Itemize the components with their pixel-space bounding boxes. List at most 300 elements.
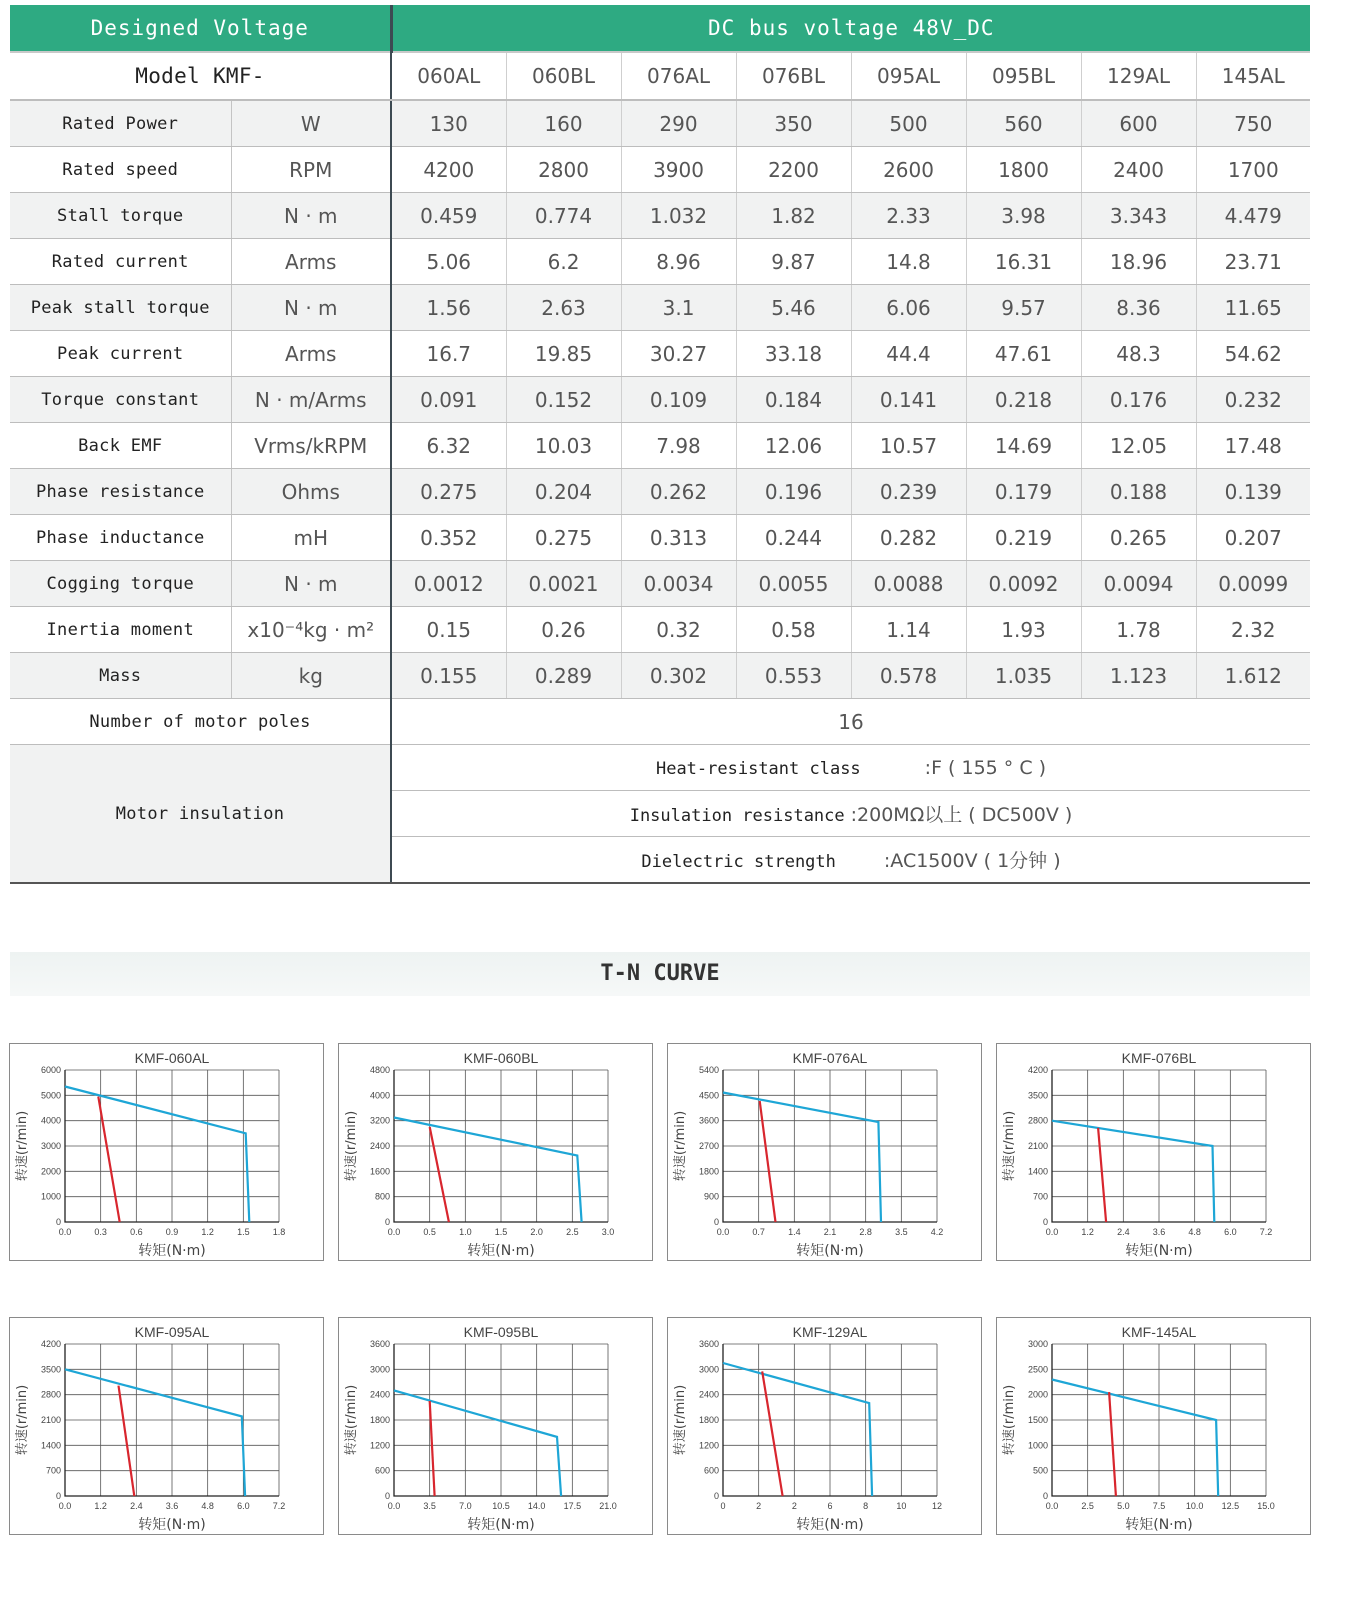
param-value: 30.27 [621,331,736,377]
insulation-key: Insulation resistance [629,806,845,826]
y-tick-label: 2100 [40,1415,61,1425]
poles-row [10,699,1310,745]
param-unit: N · m [231,285,391,331]
x-axis-label: 转矩(N·m) [467,1243,535,1259]
model-name: 095AL [851,52,966,100]
x-tick-label: 6.0 [237,1501,250,1511]
y-tick-label: 2800 [1027,1115,1048,1126]
param-value: 0.265 [1081,515,1196,561]
spec-row [10,653,1310,699]
y-tick-label: 0 [55,1217,61,1227]
param-value: 290 [621,100,736,147]
param-label: Mass [10,653,231,699]
spec-row [10,515,1310,561]
chart-title: KMF-145AL [1121,1324,1197,1340]
param-value: 130 [391,100,506,147]
param-value: 3.1 [621,285,736,331]
spec-row [10,239,1310,285]
y-tick-label: 1500 [1027,1415,1048,1425]
param-value: 6.32 [391,423,506,469]
param-value: 600 [1081,100,1196,147]
y-tick-label: 3000 [369,1364,390,1375]
param-value: 2400 [1081,147,1196,193]
x-tick-label: 6 [827,1501,833,1511]
insulation-value: :F ( 155 ° C ) [924,756,1047,779]
y-axis-label: 转速(r/min) [1002,1110,1017,1182]
x-tick-label: 5.0 [1117,1501,1130,1511]
param-value: 0.155 [391,653,506,699]
param-value: 9.87 [736,239,851,285]
x-tick-label: 2.5 [566,1227,579,1237]
tn-chart-svg [339,1044,652,1260]
model-name: 145AL [1196,52,1310,100]
param-value: 16.31 [966,239,1081,285]
y-tick-label: 1200 [369,1440,390,1451]
spec-row [10,469,1310,515]
y-axis-label: 转速(r/min) [344,1384,359,1456]
model-row [10,52,1310,100]
y-tick-label: 2400 [369,1389,390,1400]
param-value: 500 [851,100,966,147]
param-value: 0.0099 [1196,561,1310,607]
param-value: 0.219 [966,515,1081,561]
x-tick-label: 14.0 [527,1501,546,1511]
x-tick-label: 1.4 [788,1227,801,1237]
param-value: 560 [966,100,1081,147]
x-tick-label: 2 [791,1501,797,1511]
param-value: 0.58 [736,607,851,653]
x-tick-label: 10 [896,1501,907,1511]
rated-curve-line [119,1386,135,1496]
y-tick-label: 0 [384,1491,390,1501]
param-value: 0.207 [1196,515,1310,561]
x-tick-label: 0 [720,1501,726,1511]
spec-table [10,5,1310,884]
param-value: 0.244 [736,515,851,561]
chart-title: KMF-129AL [792,1324,868,1340]
y-tick-label: 3500 [1027,1090,1048,1101]
model-name: 060AL [391,52,506,100]
y-tick-label: 3500 [40,1364,61,1375]
y-tick-label: 6000 [40,1065,61,1075]
param-value: 14.8 [851,239,966,285]
y-tick-label: 3600 [369,1339,390,1349]
y-tick-label: 800 [374,1191,390,1202]
param-value: 0.32 [621,607,736,653]
param-value: 0.275 [391,469,506,515]
x-tick-label: 6.0 [1224,1227,1237,1237]
y-tick-label: 600 [374,1465,390,1476]
tn-chart [996,1317,1311,1535]
param-value: 8.96 [621,239,736,285]
x-tick-label: 7.2 [1259,1227,1273,1237]
param-value: 1.93 [966,607,1081,653]
param-value: 1.123 [1081,653,1196,699]
x-tick-label: 2.0 [530,1227,543,1237]
y-tick-label: 0 [55,1491,61,1501]
spec-row [10,193,1310,239]
param-value: 5.06 [391,239,506,285]
param-label: Rated Power [10,100,231,147]
y-tick-label: 4800 [369,1065,390,1075]
y-tick-label: 2400 [369,1141,390,1151]
y-tick-label: 2500 [1027,1364,1048,1375]
param-unit: Arms [231,239,391,285]
model-name: 076BL [736,52,851,100]
param-value: 0.176 [1081,377,1196,423]
rated-curve-line [430,1401,435,1496]
continuous-curve-line [1052,1380,1218,1497]
param-value: 0.578 [851,653,966,699]
y-tick-label: 0 [384,1217,390,1227]
x-tick-label: 10.0 [1185,1501,1204,1511]
x-tick-label: 1.8 [272,1227,286,1237]
param-label: Phase resistance [10,469,231,515]
y-tick-label: 4000 [40,1115,61,1126]
tn-chart [667,1317,982,1535]
x-tick-label: 2.8 [859,1227,872,1237]
param-value: 19.85 [506,331,621,377]
designed-voltage-header: Designed Voltage [10,5,391,52]
x-axis-label: 转矩(N·m) [1125,1517,1193,1533]
x-tick-label: 0.0 [387,1501,401,1511]
model-name: 129AL [1081,52,1196,100]
param-unit: W [231,100,391,147]
param-value: 0.141 [851,377,966,423]
x-tick-label: 7.2 [272,1501,286,1511]
x-tick-label: 15.0 [1257,1501,1275,1511]
x-tick-label: 7.0 [459,1501,472,1511]
param-unit: N · m [231,561,391,607]
param-value: 0.109 [621,377,736,423]
param-label: Phase inductance [10,515,231,561]
x-tick-label: 0.0 [1045,1227,1059,1237]
continuous-curve-line [65,1087,249,1223]
param-value: 0.289 [506,653,621,699]
param-value: 1.612 [1196,653,1310,699]
tn-chart [9,1317,324,1535]
y-tick-label: 3600 [698,1339,719,1349]
param-value: 0.0055 [736,561,851,607]
y-tick-label: 600 [703,1465,719,1476]
x-tick-label: 0.9 [165,1227,179,1237]
param-value: 0.184 [736,377,851,423]
x-tick-label: 0.0 [58,1501,72,1511]
x-tick-label: 1.0 [459,1227,472,1237]
x-tick-label: 7.5 [1152,1501,1166,1511]
spec-row [10,147,1310,193]
x-tick-label: 0.0 [58,1227,72,1237]
param-unit: N · m [231,193,391,239]
param-value: 2.32 [1196,607,1310,653]
param-unit: Arms [231,331,391,377]
y-tick-label: 700 [45,1465,61,1476]
param-unit: kg [231,653,391,699]
param-value: 2600 [851,147,966,193]
param-value: 2800 [506,147,621,193]
chart-title: KMF-060AL [134,1050,210,1066]
param-value: 10.57 [851,423,966,469]
param-value: 44.4 [851,331,966,377]
rated-curve-line [430,1127,449,1222]
continuous-curve-line [394,1390,561,1496]
param-value: 350 [736,100,851,147]
spec-row [10,607,1310,653]
x-tick-label: 8 [863,1501,869,1511]
param-label: Peak stall torque [10,285,231,331]
y-tick-label: 3000 [698,1364,719,1375]
param-label: Inertia moment [10,607,231,653]
x-tick-label: 10.5 [492,1501,510,1511]
chart-title: KMF-076BL [1121,1050,1197,1066]
spec-row [10,331,1310,377]
param-value: 0.188 [1081,469,1196,515]
param-value: 0.459 [391,193,506,239]
y-axis-label: 转速(r/min) [15,1110,30,1182]
param-value: 10.03 [506,423,621,469]
x-axis-label: 转矩(N·m) [138,1517,206,1533]
param-value: 1.82 [736,193,851,239]
param-value: 17.48 [1196,423,1310,469]
param-value: 2200 [736,147,851,193]
model-name: 060BL [506,52,621,100]
x-tick-label: 3.5 [895,1227,908,1237]
y-tick-label: 5000 [40,1090,61,1101]
spec-row [10,423,1310,469]
poles-value: 16 [391,699,1310,745]
param-value: 0.239 [851,469,966,515]
param-value: 0.262 [621,469,736,515]
model-name: 076AL [621,52,736,100]
spec-row [10,100,1310,147]
y-tick-label: 2000 [40,1166,61,1177]
param-value: 1700 [1196,147,1310,193]
param-value: 33.18 [736,331,851,377]
insulation-item [391,791,1310,837]
param-value: 7.98 [621,423,736,469]
tn-curve-header [10,952,1310,996]
y-axis-label: 转速(r/min) [15,1384,30,1456]
header-row [10,5,1310,52]
param-value: 750 [1196,100,1310,147]
y-tick-label: 1000 [40,1191,61,1202]
param-label: Rated current [10,239,231,285]
y-tick-label: 700 [1032,1191,1048,1202]
chart-title: KMF-095AL [134,1324,210,1340]
y-tick-label: 3000 [40,1141,61,1151]
x-axis-label: 转矩(N·m) [138,1243,206,1259]
param-value: 5.46 [736,285,851,331]
param-value: 0.553 [736,653,851,699]
x-tick-label: 12 [931,1501,943,1511]
param-value: 18.96 [1081,239,1196,285]
x-tick-label: 1.5 [237,1227,250,1237]
param-value: 4.479 [1196,193,1310,239]
rated-curve-line [762,1371,782,1496]
y-tick-label: 1000 [1027,1440,1048,1451]
tn-chart-svg [10,1318,323,1534]
y-tick-label: 3600 [698,1115,719,1126]
chart-title: KMF-095BL [463,1324,539,1340]
insulation-value: :200MΩ以上 ( DC500V ) [850,804,1073,826]
param-value: 9.57 [966,285,1081,331]
param-value: 1.56 [391,285,506,331]
param-unit: x10⁻⁴kg · m² [231,607,391,653]
y-tick-label: 900 [703,1191,719,1202]
param-value: 12.06 [736,423,851,469]
tn-chart [9,1043,324,1261]
param-value: 6.2 [506,239,621,285]
insulation-item [391,837,1310,884]
x-axis-label: 转矩(N·m) [1125,1243,1193,1259]
y-axis-label: 转速(r/min) [673,1384,688,1456]
param-value: 0.218 [966,377,1081,423]
x-tick-label: 17.5 [563,1501,582,1511]
y-tick-label: 1800 [698,1415,719,1425]
x-tick-label: 2.4 [130,1501,143,1511]
y-tick-label: 2800 [40,1389,61,1400]
continuous-curve-line [723,1363,872,1496]
param-label: Rated speed [10,147,231,193]
param-value: 0.196 [736,469,851,515]
param-label: Torque constant [10,377,231,423]
param-label: Back EMF [10,423,231,469]
y-tick-label: 2400 [698,1389,719,1400]
rated-curve-line [1109,1392,1116,1496]
param-value: 2.33 [851,193,966,239]
param-label: Peak current [10,331,231,377]
tn-chart [996,1043,1311,1261]
param-value: 4200 [391,147,506,193]
x-tick-label: 0.3 [94,1227,107,1237]
y-tick-label: 1200 [698,1440,719,1451]
y-tick-label: 0 [713,1491,719,1501]
param-value: 1.032 [621,193,736,239]
bus-voltage-header: DC bus voltage 48V_DC [391,5,1310,52]
param-value: 1.14 [851,607,966,653]
x-axis-label: 转矩(N·m) [796,1243,864,1259]
insulation-key: Dielectric strength [641,852,836,872]
poles-label: Number of motor poles [10,699,391,745]
param-value: 47.61 [966,331,1081,377]
param-value: 54.62 [1196,331,1310,377]
y-tick-label: 2100 [1027,1141,1048,1151]
y-tick-label: 0 [1042,1491,1048,1501]
param-value: 0.26 [506,607,621,653]
param-value: 0.204 [506,469,621,515]
x-tick-label: 2.5 [1081,1501,1094,1511]
y-axis-label: 转速(r/min) [344,1110,359,1182]
x-tick-label: 12.5 [1221,1501,1240,1511]
param-unit: mH [231,515,391,561]
x-tick-label: 0.0 [1045,1501,1059,1511]
param-value: 3.343 [1081,193,1196,239]
param-unit: Ohms [231,469,391,515]
model-label: Model KMF- [10,52,391,100]
tn-chart-svg [10,1044,323,1260]
param-value: 6.06 [851,285,966,331]
rated-curve-line [760,1101,776,1222]
param-value: 1.035 [966,653,1081,699]
x-tick-label: 0.6 [130,1227,143,1237]
y-tick-label: 4500 [698,1090,719,1101]
y-tick-label: 1600 [369,1166,390,1177]
param-value: 0.302 [621,653,736,699]
tn-chart [338,1317,653,1535]
rated-curve-line [98,1097,119,1222]
x-tick-label: 2.1 [823,1227,837,1237]
param-value: 48.3 [1081,331,1196,377]
continuous-curve-line [723,1093,881,1223]
x-tick-label: 3.5 [423,1501,436,1511]
param-label: Cogging torque [10,561,231,607]
tn-chart [338,1043,653,1261]
spec-row [10,377,1310,423]
tn-chart-svg [997,1044,1310,1260]
spec-row [10,561,1310,607]
param-value: 11.65 [1196,285,1310,331]
insulation-item [391,745,1310,791]
tn-chart-svg [339,1318,652,1534]
x-tick-label: 3.6 [165,1501,179,1511]
param-value: 1.78 [1081,607,1196,653]
insulation-label: Motor insulation [10,745,391,884]
param-value: 8.36 [1081,285,1196,331]
y-tick-label: 1800 [369,1415,390,1425]
x-tick-label: 4.8 [1188,1227,1201,1237]
x-tick-label: 0.0 [387,1227,401,1237]
x-axis-label: 转矩(N·m) [467,1517,535,1533]
tn-chart [667,1043,982,1261]
x-tick-label: 0.5 [423,1227,436,1237]
continuous-curve-line [394,1118,582,1223]
param-value: 0.152 [506,377,621,423]
y-tick-label: 1800 [698,1166,719,1177]
x-axis-label: 转矩(N·m) [796,1517,864,1533]
y-tick-label: 4200 [1027,1065,1048,1075]
y-tick-label: 0 [1042,1217,1048,1227]
rated-curve-line [1098,1128,1106,1222]
y-axis-label: 转速(r/min) [673,1110,688,1182]
param-value: 0.0092 [966,561,1081,607]
y-tick-label: 5400 [698,1065,719,1075]
x-tick-label: 0.7 [752,1227,765,1237]
param-value: 3.98 [966,193,1081,239]
param-value: 0.179 [966,469,1081,515]
chart-title: KMF-060BL [463,1050,539,1066]
param-value: 0.0021 [506,561,621,607]
tn-chart-svg [668,1044,981,1260]
param-value: 0.232 [1196,377,1310,423]
param-value: 0.091 [391,377,506,423]
tn-curve-title: T-N CURVE [600,961,720,986]
x-tick-label: 1.2 [201,1227,214,1237]
x-tick-label: 2.4 [1117,1227,1130,1237]
param-value: 1800 [966,147,1081,193]
continuous-curve-line [65,1369,245,1496]
param-value: 16.7 [391,331,506,377]
x-tick-label: 2 [756,1501,762,1511]
y-tick-label: 0 [713,1217,719,1227]
param-value: 0.352 [391,515,506,561]
y-tick-label: 4200 [40,1339,61,1349]
x-tick-label: 21.0 [599,1501,617,1511]
param-label: Stall torque [10,193,231,239]
param-unit: RPM [231,147,391,193]
x-tick-label: 1.2 [1081,1227,1094,1237]
param-value: 0.313 [621,515,736,561]
chart-title: KMF-076AL [792,1050,868,1066]
